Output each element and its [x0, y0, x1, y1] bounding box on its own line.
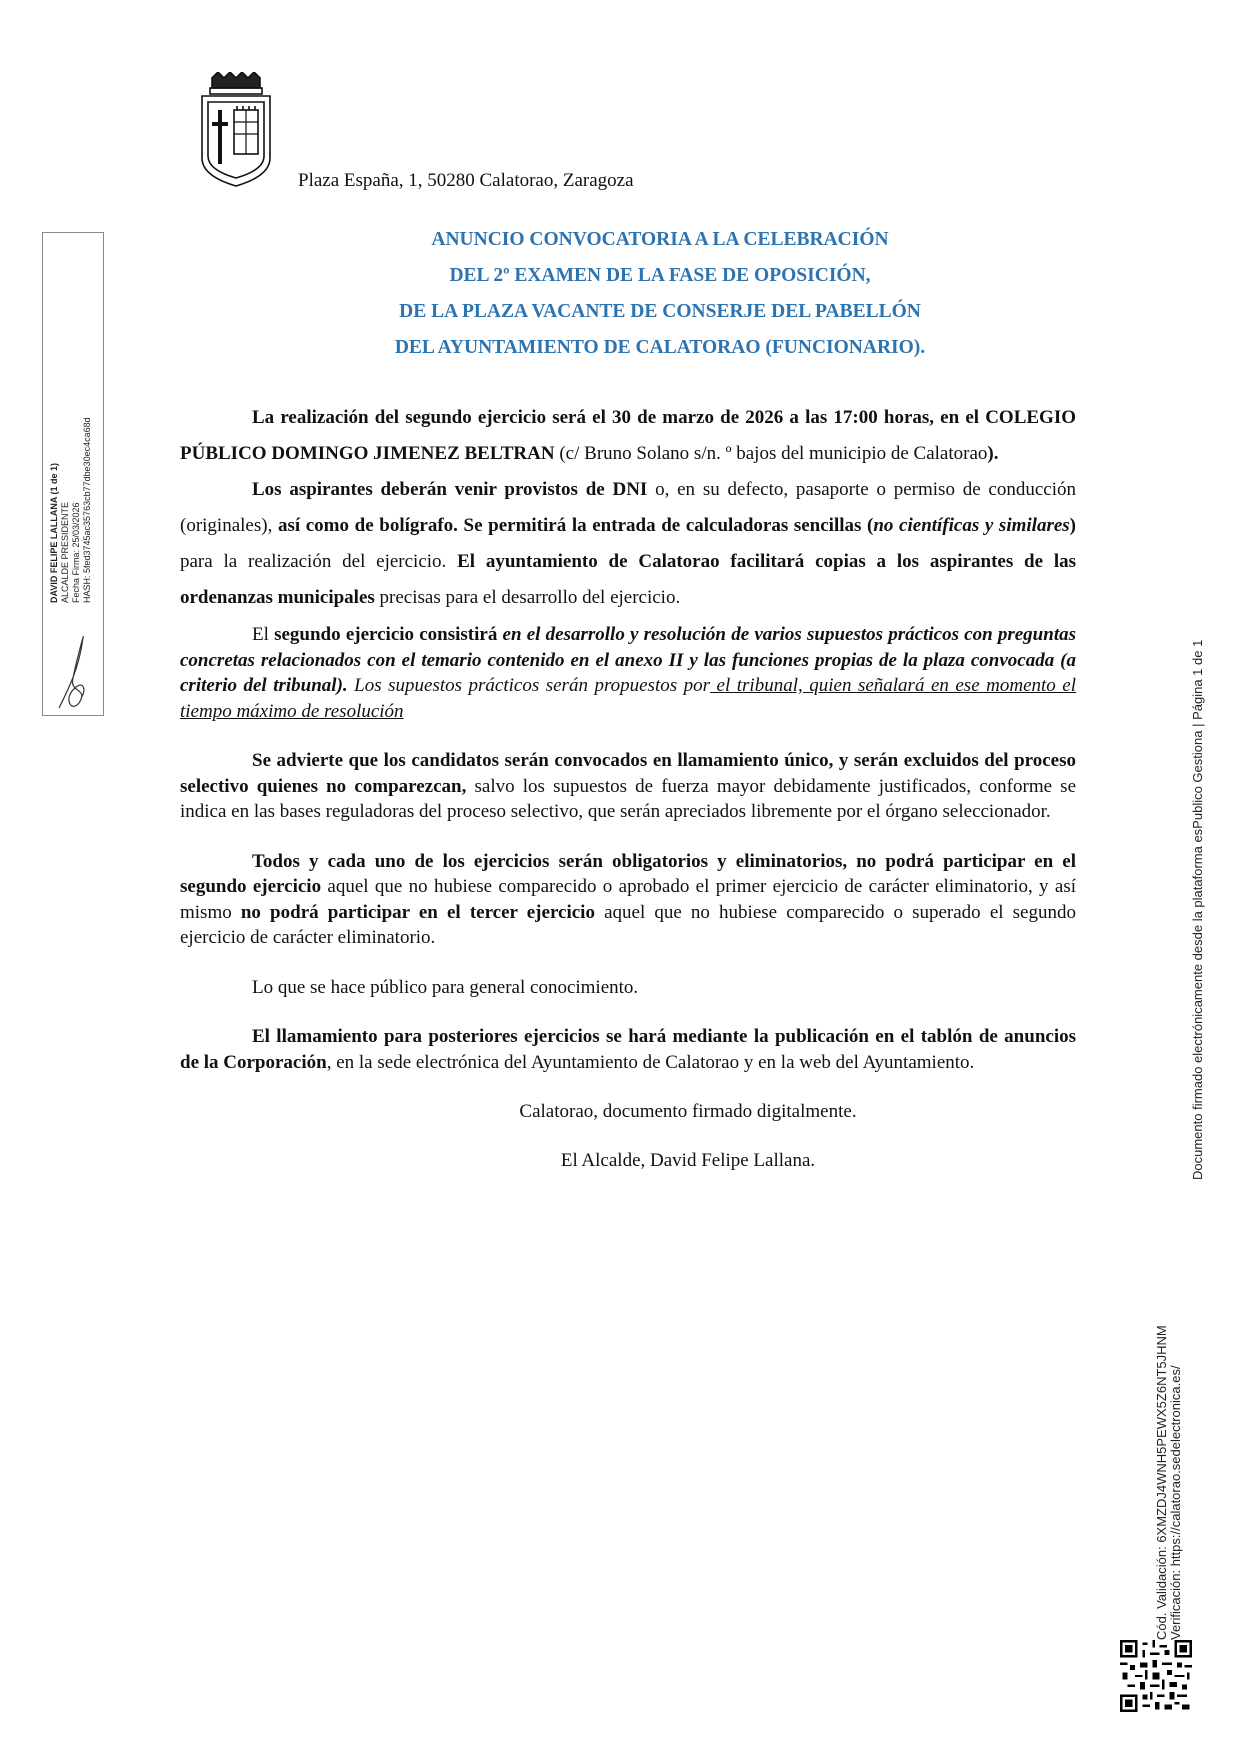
page-info: Documento firmado electrónicamente desde la plataforma esPublico Gestiona | Página 1 de 1: [1190, 639, 1205, 1180]
announcement-title: [180, 222, 1140, 366]
signature-place: Calatorao, documento firmado digitalmente.: [519, 1101, 857, 1122]
signature-details: DAVID FELIPE LALLANA (1 de 1) ALCALDE PRESIDENTE Fecha Firma: 25/03/2026 HASH: 5fed3745ac35763cb77dbe30ec4ca68d: [49, 417, 92, 603]
qr-code-icon: [1120, 1640, 1192, 1712]
paragraph-eliminatory: Todos y cada uno de los ejercicios serán obligatorios y eliminatorios, no podrá participar en el segundo ejercicio aquel que no hubiese comparecido o aprobado el primer ejercicio de carácter eliminatorio, y así mismo no podrá participar en el tercer ejercicio aquel que no hubiese comparecido o superado el segundo ejercicio de carácter eliminatorio.: [180, 850, 1076, 948]
paragraph-exam-content: El segundo ejercicio consistirá en el desarrollo y resolución de varios supuestos prácticos con preguntas concretas relacionados con el temario contenido en el anexo II y las funciones propias de la plaza convocada (a criterio del tribunal). Los supuestos prácticos serán propuestos por el tribunal, quien señalará en ese momento el tiempo máximo de resolución: [180, 624, 1077, 722]
verification-text: Cód. Validación: 6XMZDJ4WNH5PEWX5Z6NT5JHNM Verificación: https://calatorao.sedelectronica.es/: [1154, 1325, 1183, 1640]
title-line: ANUNCIO CONVOCATORIA A LA CELEBRACIÓN: [431, 229, 889, 250]
signature-mayor: El Alcalde, David Felipe Lallana.: [560, 1150, 816, 1171]
paragraph-exam-date: La realización del segundo ejercicio será el 30 de marzo de 2026 a las 17:00 horas, en el COLEGIO PÚBLICO DOMINGO JIMENEZ BELTRAN (c/ Bruno Solano s/n. º bajos del municipio de Calatorao).: [180, 407, 1076, 464]
handwritten-signature-icon: [49, 628, 97, 713]
paragraph-public-notice: Lo que se hace público para general conocimiento.: [252, 976, 639, 998]
title-line: DE LA PLAZA VACANTE DE CONSERJE DEL PABELLÓN: [399, 301, 921, 322]
coat-of-arms-icon: [198, 72, 274, 190]
digital-signature-box: [42, 232, 104, 716]
title-line: DEL AYUNTAMIENTO DE CALATORAO (FUNCIONARIO).: [394, 337, 926, 358]
paragraph-future-calls: El llamamiento para posteriores ejercicios se hará mediante la publicación en el tablón de anuncios de la Corporación, en la sede electrónica del Ayuntamiento de Calatorao y en la web del Ayuntamiento.: [180, 1026, 1076, 1073]
paragraph-requirements: Los aspirantes deberán venir provistos de DNI o, en su defecto, pasaporte o permiso de conducción (originales), así como de bolígrafo. Se permitirá la entrada de calculadoras sencillas (no científicas y similares) para la realización del ejercicio. El ayuntamiento de Calatorao facilitará copias a los aspirantes de las ordenanzas municipales precisas para el desarrollo del ejercicio.: [180, 479, 1076, 608]
document-body: [180, 400, 1076, 1173]
address: Plaza España, 1, 50280 Calatorao, Zaragoza: [298, 170, 634, 191]
title-line: DEL 2º EXAMEN DE LA FASE DE OPOSICIÓN,: [449, 265, 871, 286]
paragraph-single-call: Se advierte que los candidatos serán convocados en llamamiento único, y serán excluidos del proceso selectivo quienes no comparezcan, salvo los supuestos de fuerza mayor debidamente justificados, conforme se indica en las bases reguladoras del proceso selectivo, que serán apreciados libremente por el órgano seleccionador.: [180, 750, 1077, 822]
